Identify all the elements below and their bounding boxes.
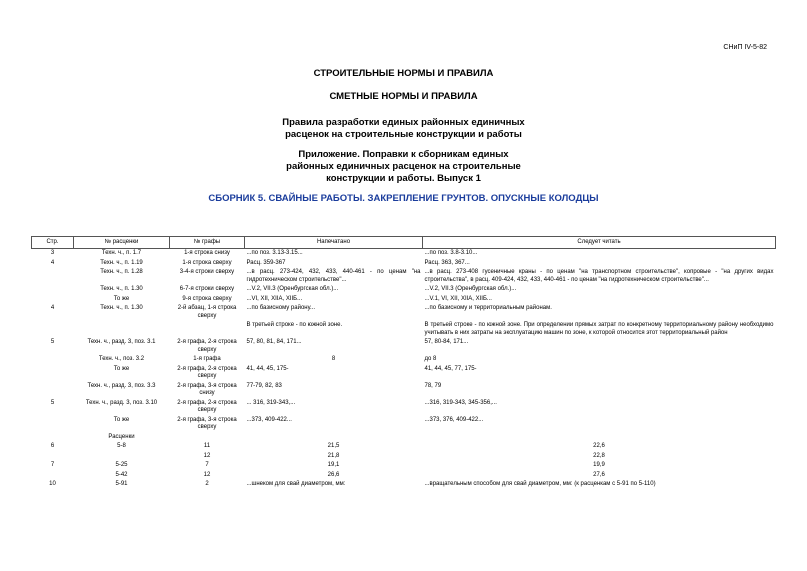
cell-column-number: 1-я графа — [193, 356, 221, 362]
cell-should-read: ...373, 376, 409-422... — [424, 416, 484, 423]
cell-column-number — [170, 321, 245, 338]
cell-column-number: 12 — [203, 452, 211, 459]
header-rate-number: № расценки — [74, 237, 170, 249]
table-row — [32, 452, 776, 462]
cell-should-read: 19,9 — [593, 462, 605, 468]
cell-column-number: 7 — [205, 462, 209, 468]
cell-page — [32, 416, 74, 433]
header-column-number: № графы — [170, 237, 245, 249]
table-row — [32, 442, 776, 452]
document-code: СНиП IV-5-82 — [723, 44, 767, 51]
cell-printed: 26,6 — [327, 471, 340, 478]
cell-page: 5 — [50, 399, 55, 406]
cell-printed: 41, 44, 45, 175- — [246, 365, 289, 372]
cell-should-read: 78, 79 — [424, 382, 442, 389]
header-page: Стр. — [32, 237, 74, 249]
cell-rate-number: Техн. ч., п. 1.7 — [101, 250, 142, 256]
cell-should-read: до 8 — [424, 356, 437, 362]
cell-page — [32, 433, 74, 443]
cell-printed: ...по базисному району... — [246, 305, 316, 311]
header-printed: Напечатано — [245, 237, 423, 249]
cell-should-read: 22,8 — [593, 452, 605, 459]
cell-printed: 19,1 — [327, 462, 340, 468]
cell-rate-number: Техн. ч., разд. 3, поз. 3.3 — [87, 382, 156, 389]
cell-rate-number: Техн. ч., п. 1.30 — [100, 286, 143, 292]
cell-column-number: 3-4-я строки сверху — [179, 269, 235, 275]
cell-should-read: ...V.1, VI, XII, XIIA, XIIБ... — [424, 295, 492, 302]
cell-should-read: ...по поз. 3.8-3.10... — [424, 250, 478, 256]
cell-rate-number: Техн. ч., п. 1.19 — [100, 259, 143, 266]
cell-rate-number — [74, 321, 170, 338]
cell-page — [32, 268, 74, 285]
cell-printed: 77-79, 82, 83 — [246, 382, 282, 389]
table-row — [32, 285, 776, 295]
collection-title: СБОРНИК 5. СВАЙНЫЕ РАБОТЫ. ЗАКРЕПЛЕНИЕ ГРУНТОВ. ОПУСКНЫЕ КОЛОДЦЫ — [208, 193, 599, 204]
cell-rate-number: Техн. ч., п. 1.28 — [100, 269, 143, 275]
cell-column-number: 2-я графа, 2-я строка сверху — [177, 339, 237, 353]
cell-rate-number: Техн. ч., поз. 3.2 — [98, 356, 145, 362]
cell-page: 3 — [50, 250, 55, 256]
cell-column-number: 2-й абзац, 1-я строка сверху — [177, 305, 237, 319]
table-row — [32, 433, 776, 443]
table-header-row — [32, 237, 776, 249]
cell-rate-number: Техн. ч., разд. 3, поз. 3.1 — [87, 339, 156, 345]
table-row — [32, 295, 776, 305]
heading-building-norms: СТРОИТЕЛЬНЫЕ НОРМЫ И ПРАВИЛА — [313, 68, 494, 79]
cell-should-read: 27,6 — [593, 471, 605, 478]
table-row — [32, 249, 776, 259]
cell-should-read — [423, 433, 776, 443]
table-row — [32, 321, 776, 338]
cell-should-read: ...в расц. 273-408 гусеничные краны - по ценам "на транспортном строительстве", копровые - "на других видах строительства", в расц. 409-424, 432, 433, 440-461 - по ценам "на гидротехническом строительстве"... — [424, 269, 774, 283]
cell-printed: 8 — [331, 356, 336, 362]
table-row — [32, 304, 776, 321]
cell-printed: ...V.2, VII.3 (Оренбургская обл.)... — [246, 286, 339, 292]
cell-rate-number: Техн. ч., п. 1.30 — [100, 305, 143, 311]
table-row — [32, 480, 776, 490]
cell-printed: ...VI, XII, XIIA, XIIБ... — [246, 295, 303, 302]
cell-column-number: 1-я строка снизу — [184, 250, 230, 256]
cell-page — [32, 285, 74, 295]
cell-page — [32, 365, 74, 382]
table-row — [32, 471, 776, 481]
table-row — [32, 399, 776, 416]
cell-should-read: 57, 80-84, 171... — [424, 339, 469, 345]
cell-page: 6 — [50, 443, 55, 449]
cell-column-number: 11 — [203, 443, 211, 449]
cell-column-number: 2-я графа, 2-я строка сверху — [177, 365, 237, 379]
table-row — [32, 268, 776, 285]
cell-column-number — [170, 433, 245, 443]
cell-printed: В третьей строке - по южной зоне. — [246, 322, 343, 328]
cell-page — [32, 355, 74, 365]
appendix-title-line2: районных единичных расценок на строительные — [286, 161, 521, 172]
appendix-title-line1: Приложение. Поправки к сборникам единых — [298, 149, 509, 160]
cell-page — [32, 295, 74, 305]
cell-printed: ...по поз. 3.13-3.15... — [246, 250, 303, 256]
cell-rate-number: Техн. ч., разд. 3, поз. 3.10 — [85, 399, 158, 406]
cell-page — [32, 471, 74, 481]
cell-rate-number — [74, 452, 170, 462]
cell-printed: Расц. 359-367 — [246, 259, 286, 266]
cell-printed: 57, 80, 81, 84, 171... — [246, 339, 302, 345]
cell-page: 10 — [49, 481, 56, 487]
cell-should-read: 41, 44, 45, 77, 175- — [424, 365, 477, 372]
cell-rate-number: 5-8 — [117, 443, 126, 449]
header-should-read: Следует читать — [423, 237, 776, 249]
cell-printed: ... 316, 319-343,... — [246, 399, 296, 406]
table-row — [32, 461, 776, 471]
cell-page: 5 — [50, 339, 55, 345]
cell-page: 4 — [50, 259, 55, 266]
cell-rate-number: То же — [113, 416, 130, 423]
cell-column-number: 1-я строка сверху — [182, 259, 232, 266]
cell-printed — [245, 433, 423, 443]
cell-rate-number: 5-91 — [115, 481, 128, 487]
subtitle-rules-line2: расценок на строительные конструкции и работы — [285, 129, 522, 140]
corrections-table — [31, 236, 776, 490]
table-row — [32, 416, 776, 433]
cell-should-read: ...316, 319-343, 345-356,... — [424, 399, 497, 406]
cell-printed: ...373, 409-422... — [246, 416, 292, 423]
cell-column-number: 2-я графа, 3-я строка снизу — [177, 382, 237, 396]
appendix-title-line3: конструкции и работы. Выпуск 1 — [326, 173, 481, 184]
table-row — [32, 382, 776, 399]
cell-column-number: 2-я графа, 3-я строка сверху — [177, 416, 237, 430]
cell-page — [32, 452, 74, 462]
table-row — [32, 259, 776, 269]
cell-should-read: ...по базисному и территориальным районам. — [424, 305, 552, 311]
cell-column-number: 12 — [203, 471, 211, 478]
cell-should-read: Расц. 363, 367... — [424, 259, 470, 266]
cell-rate-number: То же — [113, 295, 130, 302]
cell-column-number: 9-я строка сверху — [182, 295, 232, 302]
table-row — [32, 338, 776, 355]
cell-rate-number: То же — [113, 365, 130, 372]
cell-should-read: ...вращательным способом для свай диаметром, мм: (к расценкам с 5-91 по 5-110) — [424, 481, 656, 487]
cell-rate-number: Расценки — [108, 433, 135, 440]
cell-printed: 21,5 — [327, 443, 340, 449]
cell-page: 7 — [50, 462, 55, 468]
cell-page: 4 — [50, 305, 55, 311]
cell-page — [32, 321, 74, 338]
table-row — [32, 365, 776, 382]
cell-printed: ...в расц. 273-424, 432, 433, 440-461 - по ценам "на гидротехническом строительстве"... — [246, 269, 421, 283]
cell-printed: 21,8 — [327, 452, 340, 459]
cell-should-read: ...V.2, VII.3 (Оренбургская обл.)... — [424, 286, 517, 292]
cell-column-number: 2-я графа, 2-я строка сверху — [177, 399, 237, 413]
subtitle-rules-line1: Правила разработки единых районных единичных — [282, 117, 525, 128]
cell-printed: ...шнеком для свай диаметром, мм: — [246, 481, 346, 487]
heading-estimate-norms: СМЕТНЫЕ НОРМЫ И ПРАВИЛА — [329, 91, 478, 102]
cell-should-read: 22,6 — [593, 443, 605, 449]
cell-should-read: В третьей строке - по южной зоне. При определении прямых затрат по конкретному территориальному району необходимо учитывать в них затраты на эксплуатацию машин по зоне, к которой относится этот территориальный район — [424, 322, 774, 336]
cell-column-number: 6-7-я строки сверху — [179, 286, 235, 292]
cell-column-number: 2 — [205, 481, 209, 487]
cell-rate-number: 5-25 — [115, 462, 128, 468]
cell-rate-number: 5-42 — [115, 471, 128, 478]
cell-page — [32, 382, 74, 399]
table-row — [32, 355, 776, 365]
